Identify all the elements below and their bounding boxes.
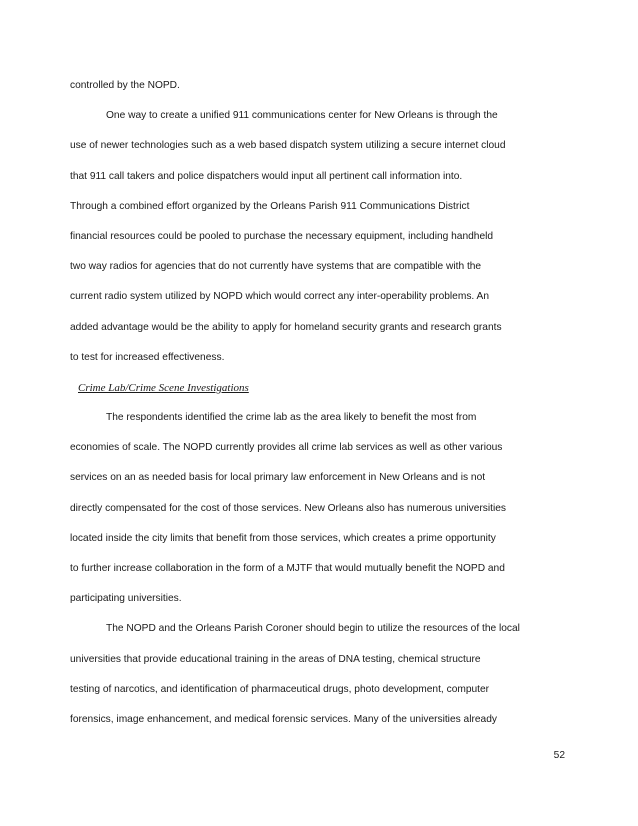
- text-line: participating universities.: [70, 593, 182, 605]
- text-line: to test for increased effectiveness.: [70, 351, 225, 363]
- text-line: two way radios for agencies that do not currently have systems that are compatible with the: [70, 261, 482, 273]
- text-line: Through a combined effort organized by the Orleans Parish 911 Communications District: [70, 200, 470, 212]
- text-line: use of newer technologies such as a web based dispatch system utilizing a secure internet cloud: [70, 140, 506, 152]
- section-heading: Crime Lab/Crime Scene Investigations: [78, 381, 249, 394]
- text-line: that 911 call takers and police dispatchers would input all pertinent call information into.: [70, 170, 463, 182]
- page-number: 52: [553, 750, 565, 761]
- text-line: current radio system utilized by NOPD which would correct any inter-operability problems. An: [70, 291, 489, 303]
- text-line: directly compensated for the cost of those services. New Orleans also has numerous universities: [70, 502, 506, 514]
- text-line: testing of narcotics, and identification of pharmaceutical drugs, photo development, computer: [70, 683, 490, 695]
- text-line: located inside the city limits that benefit from those services, which creates a prime opportunity: [70, 532, 496, 544]
- paragraph-start-line: The NOPD and the Orleans Parish Coroner should begin to utilize the resources of the local: [106, 623, 520, 635]
- text-line: services on an as needed basis for local primary law enforcement in New Orleans and is not: [70, 472, 486, 484]
- text-line: added advantage would be the ability to apply for homeland security grants and research grants: [70, 321, 502, 333]
- text-line: economies of scale. The NOPD currently provides all crime lab services as well as other various: [70, 442, 503, 454]
- paragraph-start-line: One way to create a unified 911 communications center for New Orleans is through the: [106, 110, 498, 122]
- text-line: forensics, image enhancement, and medical forensic services. Many of the universities already: [70, 713, 497, 725]
- text-line: universities that provide educational training in the areas of DNA testing, chemical structure: [70, 653, 481, 665]
- text-line: to further increase collaboration in the form of a MJTF that would mutually benefit the NOPD and: [70, 563, 505, 574]
- body-text: [70, 71, 564, 735]
- text-line: financial resources could be pooled to purchase the necessary equipment, including handheld: [70, 230, 494, 242]
- text-line: controlled by the NOPD.: [70, 80, 180, 91]
- paragraph-start-line: The respondents identified the crime lab as the area likely to benefit the most from: [106, 412, 477, 424]
